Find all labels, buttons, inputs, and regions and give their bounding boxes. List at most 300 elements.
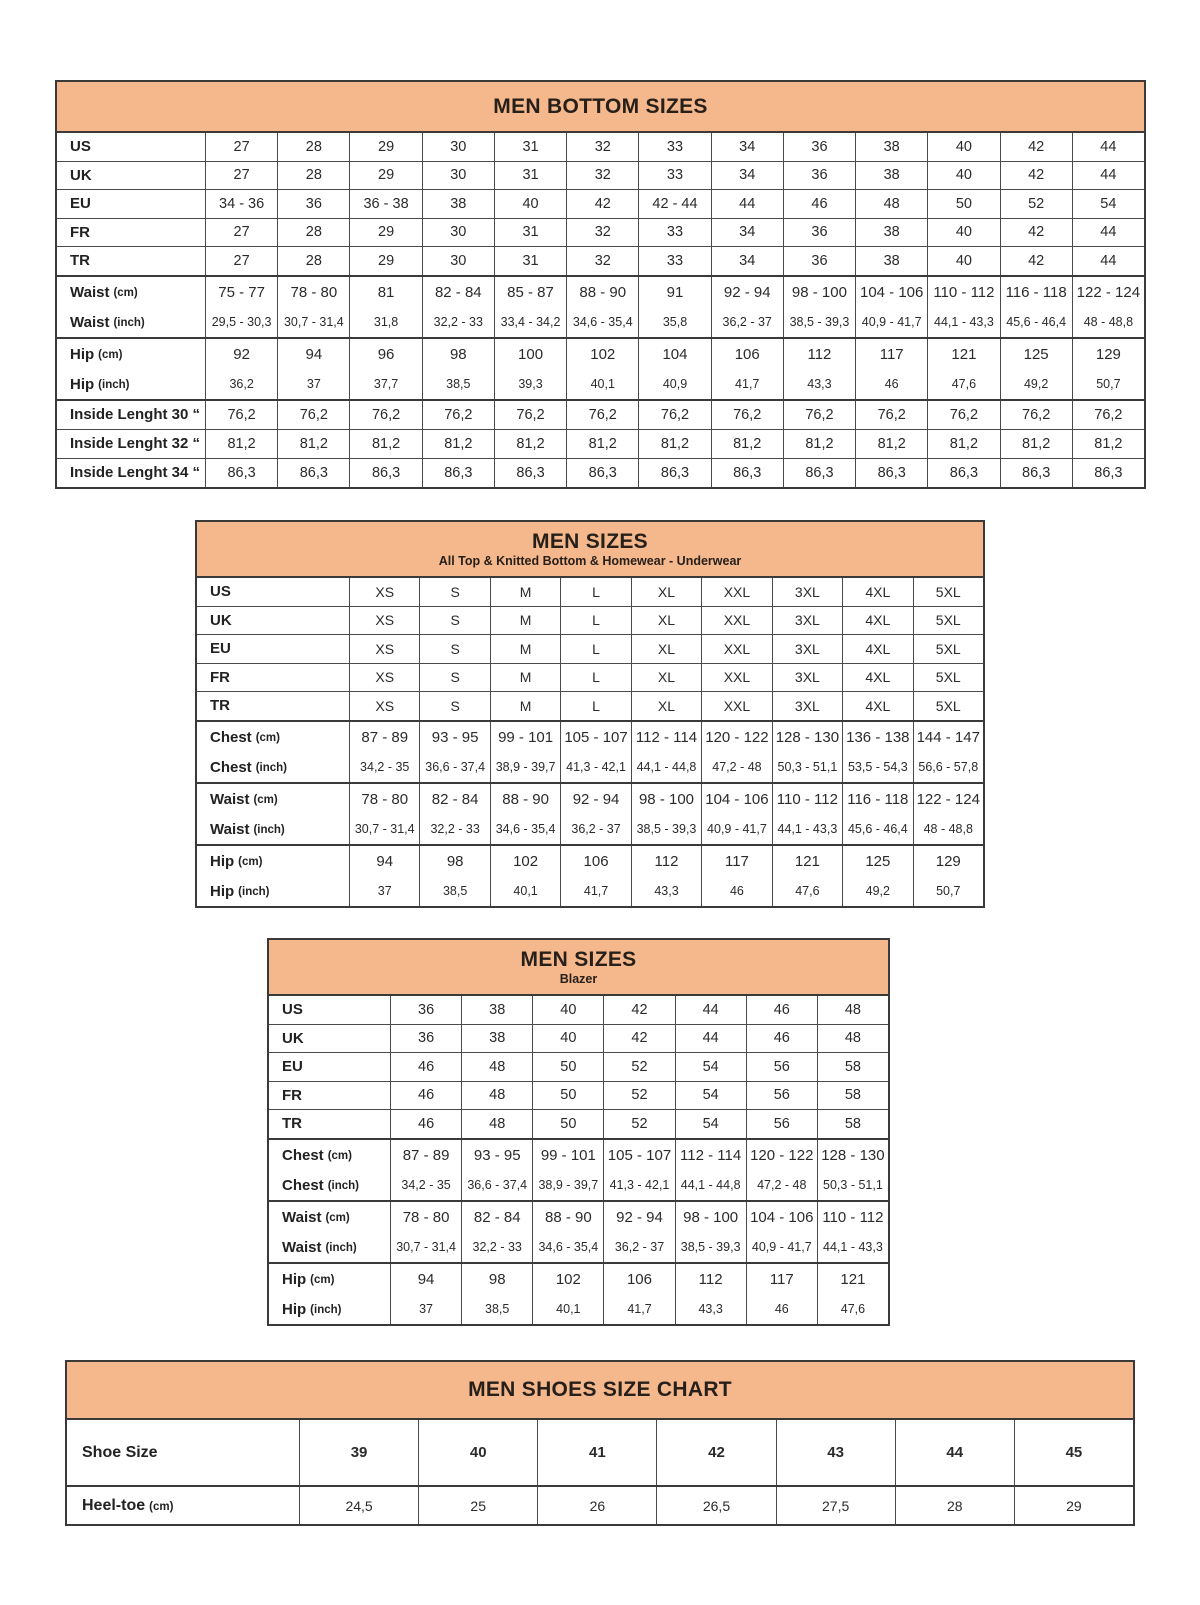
table-cell: 29 <box>349 133 421 161</box>
table-row <box>269 996 888 1024</box>
row-label <box>57 190 205 218</box>
table-cell: 43 <box>776 1420 895 1485</box>
table-row <box>269 1264 888 1295</box>
table-row <box>57 218 1144 247</box>
table-cell: 54 <box>1072 190 1144 218</box>
table-cell: 81,2 <box>1000 430 1072 458</box>
row-label <box>57 277 205 308</box>
table-cell: 76,2 <box>638 401 710 429</box>
table-cell: 38 <box>461 996 532 1024</box>
row-label-text: Chest <box>210 758 252 776</box>
table-cell: 27 <box>205 162 277 190</box>
table-cell: 86,3 <box>783 459 855 487</box>
table-cell: XS <box>349 692 419 720</box>
table-cell: 3XL <box>772 607 842 635</box>
row-label-unit: (cm) <box>255 732 280 744</box>
table-cell: 88 - 90 <box>566 277 638 308</box>
table-cell: 78 - 80 <box>277 277 349 308</box>
row-label-text: FR <box>70 223 90 241</box>
table-cell: L <box>560 607 630 635</box>
table-row <box>197 877 983 906</box>
men-bottom-sizes-header <box>57 82 1144 133</box>
table-cell: 45 <box>1014 1420 1133 1485</box>
table-cell: 92 <box>205 339 277 370</box>
table-cell: 98 - 100 <box>783 277 855 308</box>
row-label-text: UK <box>210 611 232 629</box>
table-cell: 38,9 - 39,7 <box>532 1171 603 1200</box>
table-row <box>269 1202 888 1233</box>
table-row <box>197 606 983 635</box>
table-cell: 49,2 <box>1000 370 1072 399</box>
table-cell: 129 <box>913 846 983 877</box>
table-cell: S <box>419 692 489 720</box>
table-cell: 48 <box>461 1053 532 1081</box>
table-cell: XS <box>349 635 419 663</box>
table-cell: 38,5 <box>461 1295 532 1324</box>
men-sizes-blazer-header <box>269 940 888 996</box>
table-cell: 92 - 94 <box>560 784 630 815</box>
table-cell: 121 <box>772 846 842 877</box>
men-bottom-sizes-table <box>55 80 1146 489</box>
table-cell: 25 <box>418 1487 537 1524</box>
row-label-unit: (inch) <box>238 886 270 898</box>
table-cell: 40,9 - 41,7 <box>746 1233 817 1262</box>
table-cell: 5XL <box>913 692 983 720</box>
table-cell: 36,2 - 37 <box>711 308 783 337</box>
table-cell: 32 <box>566 133 638 161</box>
table-cell: 42 <box>603 996 674 1024</box>
table-cell: 34,6 - 35,4 <box>490 815 560 844</box>
table-cell: 44 <box>675 996 746 1024</box>
table-row <box>57 458 1144 487</box>
table-cell: 52 <box>1000 190 1072 218</box>
row-label-text: Hip <box>282 1300 307 1318</box>
row-label <box>57 459 205 487</box>
table-cell: 52 <box>603 1053 674 1081</box>
table-cell: 42 <box>1000 162 1072 190</box>
row-label-text: FR <box>282 1086 302 1104</box>
table-cell: 4XL <box>842 578 912 606</box>
row-label <box>197 846 349 877</box>
table-cell: 82 - 84 <box>422 277 494 308</box>
table-cell: 116 - 118 <box>1000 277 1072 308</box>
row-label-unit: (cm) <box>253 794 278 806</box>
table-cell: XL <box>631 607 701 635</box>
table-cell: 129 <box>1072 339 1144 370</box>
table-cell: 46 <box>746 1295 817 1324</box>
table-cell: M <box>490 578 560 606</box>
row-group <box>269 1262 888 1324</box>
table-cell: 44 <box>675 1025 746 1053</box>
table-cell: 32,2 - 33 <box>461 1233 532 1262</box>
table-row <box>67 1420 1133 1485</box>
table-cell: 36 <box>783 219 855 247</box>
table-cell: 54 <box>675 1110 746 1138</box>
table-cell: 76,2 <box>277 401 349 429</box>
table-cell: 38 <box>855 219 927 247</box>
row-label <box>67 1487 299 1524</box>
row-label-text: Hip <box>282 1270 307 1288</box>
table-cell: 104 <box>638 339 710 370</box>
table-cell: 120 - 122 <box>701 722 771 753</box>
table-cell: 38,5 <box>422 370 494 399</box>
row-label <box>57 401 205 429</box>
table-cell: L <box>560 635 630 663</box>
table-cell: 36 <box>277 190 349 218</box>
table-cell: 41,7 <box>603 1295 674 1324</box>
table-cell: 50,3 - 51,1 <box>772 753 842 782</box>
table-cell: 42 <box>603 1025 674 1053</box>
table-cell: 86,3 <box>277 459 349 487</box>
table-cell: 112 <box>631 846 701 877</box>
table-cell: 33 <box>638 162 710 190</box>
table-cell: 38 <box>422 190 494 218</box>
table-cell: 36 - 38 <box>349 190 421 218</box>
table-cell: 48 <box>461 1082 532 1110</box>
table-cell: 4XL <box>842 635 912 663</box>
table-cell: 98 - 100 <box>631 784 701 815</box>
row-label <box>197 784 349 815</box>
table-cell: 46 <box>701 877 771 906</box>
table-cell: 44 <box>711 190 783 218</box>
table-cell: 54 <box>675 1082 746 1110</box>
table-cell: 88 - 90 <box>532 1202 603 1233</box>
row-label-unit: (cm) <box>98 349 123 361</box>
table-cell: 32,2 - 33 <box>422 308 494 337</box>
table-row <box>269 1081 888 1110</box>
table-cell: 50 <box>532 1110 603 1138</box>
table-cell: S <box>419 664 489 692</box>
row-group <box>67 1420 1133 1485</box>
row-group <box>57 275 1144 337</box>
table-row <box>197 634 983 663</box>
table-cell: 43,3 <box>631 877 701 906</box>
row-label-unit: (cm) <box>238 856 263 868</box>
table-cell: 76,2 <box>422 401 494 429</box>
table-cell: 117 <box>746 1264 817 1295</box>
table-cell: XXL <box>701 578 771 606</box>
table-cell: 52 <box>603 1110 674 1138</box>
table-cell: 38,5 - 39,3 <box>631 815 701 844</box>
table-row <box>197 815 983 844</box>
table-cell: 26,5 <box>656 1487 775 1524</box>
table-cell: 46 <box>390 1053 461 1081</box>
table-cell: 33 <box>638 133 710 161</box>
table-cell: 81,2 <box>277 430 349 458</box>
table-cell: 112 <box>783 339 855 370</box>
men-shoes-size-chart-header <box>67 1362 1133 1420</box>
table-cell: 85 - 87 <box>494 277 566 308</box>
table-cell: 27 <box>205 133 277 161</box>
table-cell: 41 <box>537 1420 656 1485</box>
table-cell: 32,2 - 33 <box>419 815 489 844</box>
table-cell: 43,3 <box>783 370 855 399</box>
table-cell: 96 <box>349 339 421 370</box>
table-cell: XS <box>349 607 419 635</box>
men-sizes-top-subtitle: All Top & Knitted Bottom & Homewear - Underwear <box>438 553 742 568</box>
table-cell: XXL <box>701 664 771 692</box>
row-label <box>57 430 205 458</box>
table-cell: 81,2 <box>783 430 855 458</box>
table-row <box>197 722 983 753</box>
table-cell: 40,9 - 41,7 <box>701 815 771 844</box>
row-label-unit: (cm) <box>325 1212 350 1224</box>
table-cell: 36,6 - 37,4 <box>419 753 489 782</box>
table-cell: 92 - 94 <box>603 1202 674 1233</box>
table-cell: 44 <box>1072 162 1144 190</box>
table-cell: XS <box>349 578 419 606</box>
table-cell: 40 <box>494 190 566 218</box>
row-label <box>197 815 349 844</box>
row-label <box>197 692 349 720</box>
table-row <box>269 1109 888 1138</box>
table-cell: 76,2 <box>566 401 638 429</box>
table-cell: 44,1 - 44,8 <box>675 1171 746 1200</box>
table-cell: 46 <box>746 996 817 1024</box>
table-cell: XL <box>631 578 701 606</box>
row-label <box>269 1233 390 1262</box>
table-cell: L <box>560 578 630 606</box>
table-cell: 36 <box>783 247 855 275</box>
table-cell: 30 <box>422 247 494 275</box>
table-row <box>197 846 983 877</box>
table-cell: 33,4 - 34,2 <box>494 308 566 337</box>
table-cell: 78 - 80 <box>390 1202 461 1233</box>
table-cell: M <box>490 607 560 635</box>
table-cell: 48 <box>461 1110 532 1138</box>
table-cell: L <box>560 664 630 692</box>
table-cell: L <box>560 692 630 720</box>
table-cell: 44,1 - 44,8 <box>631 753 701 782</box>
row-label-text: Waist <box>210 790 250 808</box>
table-cell: 81,2 <box>205 430 277 458</box>
table-cell: 128 - 130 <box>772 722 842 753</box>
row-label-text: Chest <box>210 728 252 746</box>
table-row <box>57 401 1144 429</box>
table-cell: 98 <box>419 846 489 877</box>
table-cell: 106 <box>711 339 783 370</box>
table-cell: 30,7 - 31,4 <box>349 815 419 844</box>
table-cell: 98 <box>422 339 494 370</box>
table-cell: 48 <box>817 1025 888 1053</box>
table-cell: 42 - 44 <box>638 190 710 218</box>
table-cell: 36,6 - 37,4 <box>461 1171 532 1200</box>
table-cell: 40 <box>927 219 999 247</box>
row-label-text: US <box>282 1001 303 1019</box>
table-cell: 50 <box>532 1053 603 1081</box>
row-label <box>269 1053 390 1081</box>
row-label-text: Inside Lenght 34 “ <box>70 464 201 481</box>
table-cell: 81,2 <box>855 430 927 458</box>
table-cell: 110 - 112 <box>817 1202 888 1233</box>
table-cell: 26 <box>537 1487 656 1524</box>
table-cell: M <box>490 692 560 720</box>
table-cell: 45,6 - 46,4 <box>1000 308 1072 337</box>
men-sizes-top-table <box>195 520 985 908</box>
table-cell: 76,2 <box>855 401 927 429</box>
table-cell: 121 <box>817 1264 888 1295</box>
table-cell: 86,3 <box>422 459 494 487</box>
row-label <box>269 1171 390 1200</box>
row-label-text: Chest <box>282 1176 324 1194</box>
row-label-unit: (inch) <box>98 379 130 391</box>
table-cell: 81,2 <box>349 430 421 458</box>
row-label-unit: (inch) <box>255 762 287 774</box>
row-label <box>197 753 349 782</box>
row-label <box>57 247 205 275</box>
table-cell: 38 <box>855 133 927 161</box>
table-cell: 50 <box>532 1082 603 1110</box>
table-cell: 5XL <box>913 635 983 663</box>
table-cell: 31 <box>494 162 566 190</box>
table-cell: 94 <box>349 846 419 877</box>
table-cell: 41,7 <box>560 877 630 906</box>
table-cell: 30 <box>422 219 494 247</box>
table-cell: 81,2 <box>566 430 638 458</box>
table-cell: 48 <box>817 996 888 1024</box>
table-cell: 5XL <box>913 664 983 692</box>
table-cell: 31,8 <box>349 308 421 337</box>
table-row <box>197 784 983 815</box>
table-cell: 58 <box>817 1110 888 1138</box>
table-cell: 125 <box>1000 339 1072 370</box>
table-cell: 33 <box>638 247 710 275</box>
table-cell: 94 <box>277 339 349 370</box>
table-cell: 46 <box>390 1110 461 1138</box>
row-label-text: Hip <box>210 852 235 870</box>
row-label <box>197 664 349 692</box>
table-cell: 44 <box>895 1420 1014 1485</box>
table-cell: 29 <box>349 219 421 247</box>
table-cell: 44 <box>1072 133 1144 161</box>
table-cell: 81,2 <box>711 430 783 458</box>
table-cell: 76,2 <box>1000 401 1072 429</box>
row-group <box>197 844 983 906</box>
row-group <box>197 782 983 844</box>
table-cell: S <box>419 635 489 663</box>
table-cell: 40 <box>927 133 999 161</box>
table-row <box>57 370 1144 399</box>
table-cell: 110 - 112 <box>772 784 842 815</box>
table-row <box>57 246 1144 275</box>
row-label <box>57 162 205 190</box>
row-label-text: UK <box>282 1029 304 1047</box>
table-cell: 32 <box>566 219 638 247</box>
men-bottom-sizes-title: MEN BOTTOM SIZES <box>493 94 708 118</box>
table-cell: 42 <box>1000 133 1072 161</box>
row-group <box>197 720 983 782</box>
table-cell: 4XL <box>842 664 912 692</box>
row-label-text: UK <box>70 166 92 184</box>
table-cell: 100 <box>494 339 566 370</box>
row-label-text: Waist <box>210 820 250 838</box>
table-cell: 125 <box>842 846 912 877</box>
table-cell: 37 <box>390 1295 461 1324</box>
row-label <box>57 219 205 247</box>
row-label <box>197 578 349 606</box>
table-row <box>269 1295 888 1324</box>
table-cell: 105 - 107 <box>560 722 630 753</box>
table-cell: 29 <box>349 247 421 275</box>
table-cell: 144 - 147 <box>913 722 983 753</box>
table-cell: 35,8 <box>638 308 710 337</box>
row-label-text: Waist <box>282 1238 322 1256</box>
table-cell: 38 <box>461 1025 532 1053</box>
table-cell: 34 <box>711 219 783 247</box>
table-cell: 58 <box>817 1053 888 1081</box>
table-cell: 40,1 <box>566 370 638 399</box>
table-row <box>67 1487 1133 1524</box>
table-cell: 94 <box>390 1264 461 1295</box>
table-row <box>269 1052 888 1081</box>
table-cell: 36 <box>390 996 461 1024</box>
row-label-text: Waist <box>282 1208 322 1226</box>
men-sizes-top-header <box>197 522 983 578</box>
table-cell: 93 - 95 <box>419 722 489 753</box>
row-label-text: EU <box>210 640 231 658</box>
table-cell: 48 - 48,8 <box>1072 308 1144 337</box>
table-cell: 102 <box>532 1264 603 1295</box>
table-cell: 27 <box>205 219 277 247</box>
table-cell: 29 <box>349 162 421 190</box>
table-cell: 44,1 - 43,3 <box>772 815 842 844</box>
table-cell: 38,5 - 39,3 <box>783 308 855 337</box>
men-shoes-size-chart-table <box>65 1360 1135 1526</box>
table-cell: 81,2 <box>638 430 710 458</box>
table-cell: 102 <box>490 846 560 877</box>
table-cell: 48 - 48,8 <box>913 815 983 844</box>
table-cell: XXL <box>701 635 771 663</box>
table-cell: 47,6 <box>817 1295 888 1324</box>
table-cell: 50,7 <box>1072 370 1144 399</box>
table-cell: 4XL <box>842 692 912 720</box>
table-cell: 45,6 - 46,4 <box>842 815 912 844</box>
table-cell: 87 - 89 <box>349 722 419 753</box>
table-cell: 47,2 - 48 <box>701 753 771 782</box>
table-cell: 39,3 <box>494 370 566 399</box>
table-cell: 41,7 <box>711 370 783 399</box>
table-cell: 120 - 122 <box>746 1140 817 1171</box>
table-cell: 3XL <box>772 578 842 606</box>
row-label <box>57 370 205 399</box>
table-cell: 81,2 <box>927 430 999 458</box>
row-label <box>197 607 349 635</box>
table-cell: 28 <box>277 133 349 161</box>
row-label <box>269 1110 390 1138</box>
table-cell: 56 <box>746 1053 817 1081</box>
table-cell: 104 - 106 <box>701 784 771 815</box>
row-group <box>57 337 1144 399</box>
table-cell: 75 - 77 <box>205 277 277 308</box>
table-cell: 34,2 - 35 <box>349 753 419 782</box>
table-row <box>269 1233 888 1262</box>
table-cell: 40 <box>927 162 999 190</box>
table-cell: 31 <box>494 219 566 247</box>
table-cell: 28 <box>895 1487 1014 1524</box>
table-cell: 27,5 <box>776 1487 895 1524</box>
table-cell: 38,9 - 39,7 <box>490 753 560 782</box>
row-label-text: EU <box>70 195 91 213</box>
men-sizes-blazer-title: MEN SIZES <box>520 947 637 971</box>
row-label-text: TR <box>282 1115 302 1133</box>
men-sizes-top-title: MEN SIZES <box>532 529 648 553</box>
table-cell: 81,2 <box>422 430 494 458</box>
table-cell: 30 <box>422 162 494 190</box>
table-cell: 42 <box>656 1420 775 1485</box>
table-row <box>57 189 1144 218</box>
table-cell: 54 <box>675 1053 746 1081</box>
table-cell: 30 <box>422 133 494 161</box>
